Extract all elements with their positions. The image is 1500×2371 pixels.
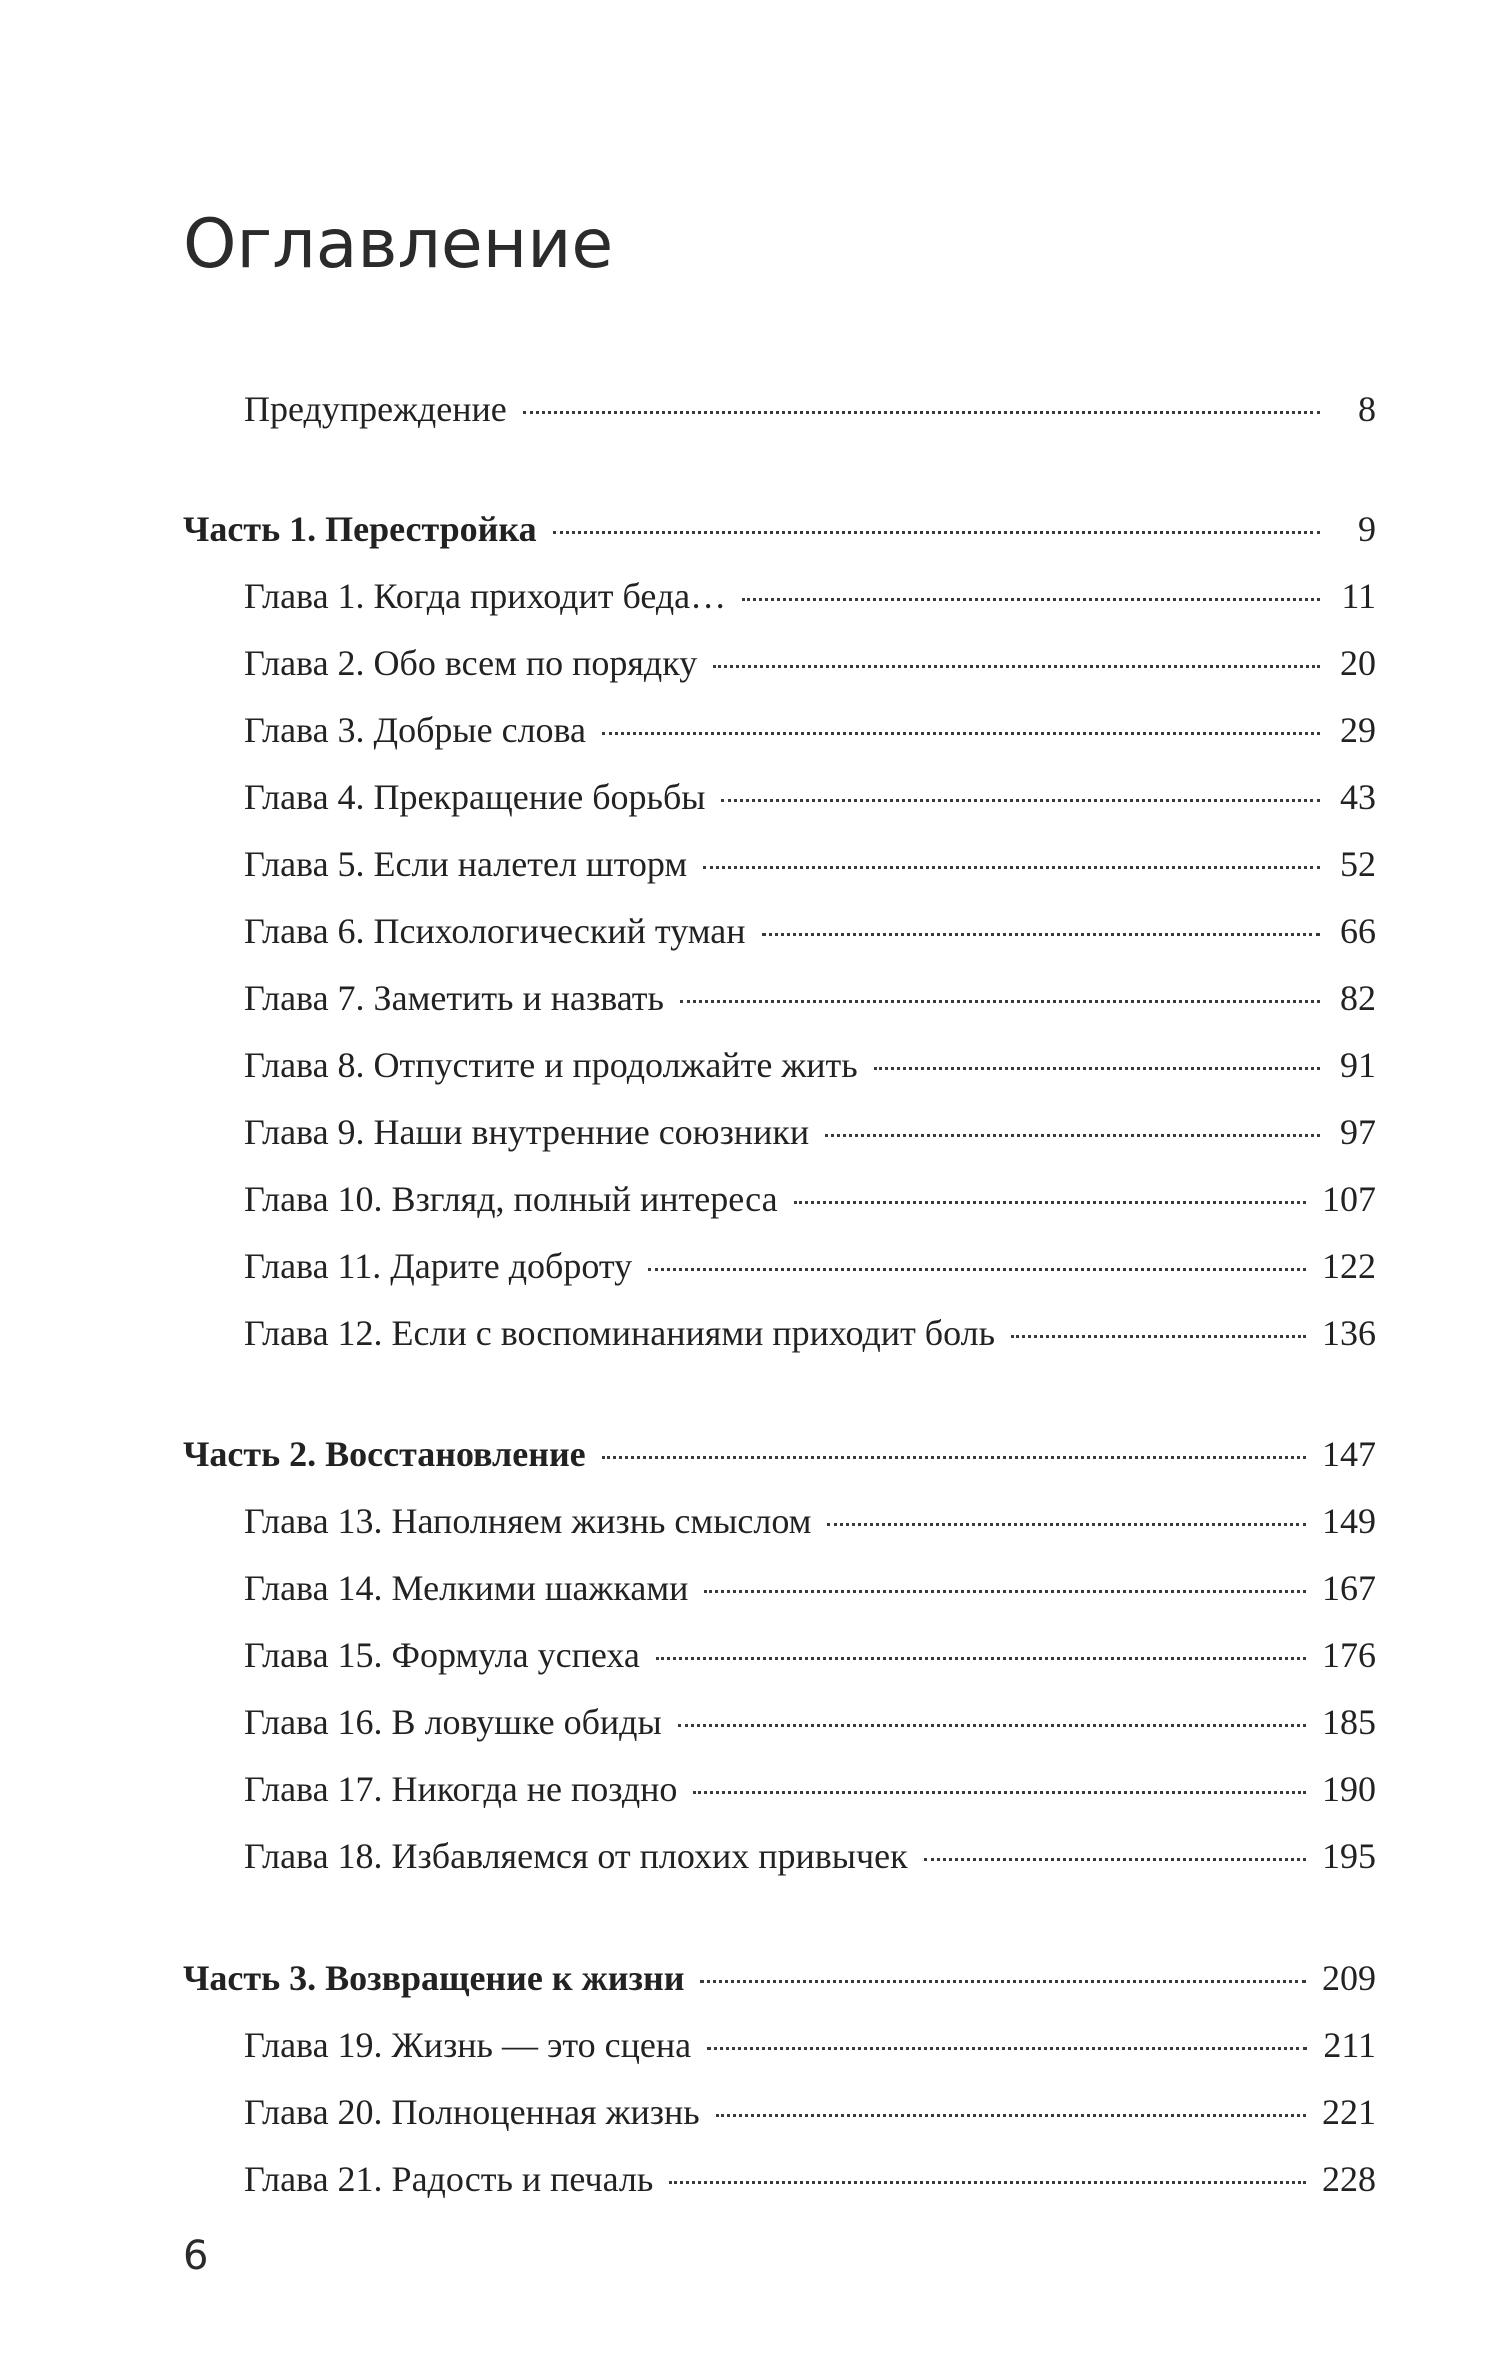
toc-entry-page: 228 (1322, 2159, 1376, 2199)
dot-leader (794, 1201, 1306, 1204)
toc-entry-page: 8 (1358, 389, 1376, 429)
toc-entry-page: 221 (1322, 2092, 1376, 2132)
toc-entry-label: Глава 13. Наполняем жизнь смыслом (244, 1501, 812, 1541)
toc-chapter-3 (244, 707, 1376, 753)
toc-chapter-10 (244, 1176, 1376, 1222)
dot-leader (825, 1134, 1320, 1137)
toc-part-1 (183, 506, 1376, 552)
toc-entry-label: Глава 21. Радость и печаль (244, 2159, 654, 2199)
toc-entry-label: Глава 17. Никогда не поздно (244, 1769, 678, 1809)
dot-leader (693, 1791, 1306, 1794)
toc-chapter-14 (244, 1565, 1376, 1611)
dot-leader (716, 2114, 1306, 2117)
page-title: Оглавление (183, 204, 614, 284)
toc-entry-page: 11 (1341, 576, 1376, 616)
toc-part-3 (183, 1955, 1376, 2001)
dot-leader (827, 1523, 1306, 1526)
dot-leader (924, 1858, 1306, 1861)
toc-chapter-12 (244, 1310, 1376, 1356)
toc-entry-page: 66 (1340, 911, 1376, 951)
toc-entry-page: 211 (1323, 2025, 1376, 2065)
dot-leader (1011, 1335, 1306, 1338)
toc-chapter-9 (244, 1109, 1376, 1155)
toc-chapter-13 (244, 1498, 1376, 1544)
toc-entry-label: Глава 10. Взгляд, полный интереса (244, 1179, 778, 1219)
page-number: 6 (183, 2233, 209, 2279)
toc-entry-page: 195 (1322, 1836, 1376, 1876)
toc-chapter-21 (244, 2156, 1376, 2202)
toc-entry-page: 209 (1322, 1958, 1376, 1998)
dot-leader (678, 1724, 1306, 1727)
toc-chapter-19 (244, 2022, 1376, 2068)
toc-entry-label: Глава 18. Избавляемся от плохих привычек (244, 1836, 908, 1876)
toc-entry-label: Глава 20. Полноценная жизнь (244, 2092, 700, 2132)
toc-entry-page: 185 (1322, 1702, 1376, 1742)
toc-entry-page: 43 (1340, 777, 1376, 817)
toc-chapter-18 (244, 1833, 1376, 1879)
dot-leader (523, 411, 1320, 414)
dot-leader (700, 1980, 1306, 1983)
toc-chapter-17 (244, 1766, 1376, 1812)
toc-chapter-5 (244, 841, 1376, 887)
toc-chapter-6 (244, 908, 1376, 954)
toc-chapter-16 (244, 1699, 1376, 1745)
toc-chapter-20 (244, 2089, 1376, 2135)
dot-leader (680, 1000, 1320, 1003)
toc-entry-label: Глава 1. Когда приходит беда… (244, 576, 727, 616)
toc-chapter-11 (244, 1243, 1376, 1289)
toc-entry-label: Глава 2. Обо всем по порядку (244, 643, 698, 683)
toc-entry-page: 167 (1322, 1568, 1376, 1608)
toc-entry-page: 29 (1340, 710, 1376, 750)
toc-entry-page: 136 (1322, 1313, 1376, 1353)
dot-leader (602, 732, 1320, 735)
toc-chapter-15 (244, 1632, 1376, 1678)
toc-entry-page: 9 (1358, 509, 1376, 549)
toc-entry-label: Глава 15. Формула успеха (244, 1635, 640, 1675)
toc-entry-preface (244, 386, 1376, 432)
toc-entry-label: Глава 14. Мелкими шажками (244, 1568, 689, 1608)
toc-entry-page: 122 (1322, 1246, 1376, 1286)
toc-entry-page: 82 (1340, 978, 1376, 1018)
dot-leader (742, 598, 1320, 601)
toc-entry-label: Глава 3. Добрые слова (244, 710, 587, 750)
toc-chapter-2 (244, 640, 1376, 686)
toc-entry-label: Глава 5. Если налетел шторм (244, 844, 688, 884)
dot-leader (874, 1067, 1320, 1070)
toc-chapter-8 (244, 1042, 1376, 1088)
toc-entry-page: 91 (1340, 1045, 1376, 1085)
dot-leader (602, 1456, 1306, 1459)
toc-entry-label: Предупреждение (244, 389, 507, 429)
toc-chapter-7 (244, 975, 1376, 1021)
dot-leader (704, 1590, 1306, 1593)
dot-leader (721, 799, 1320, 802)
toc-entry-page: 190 (1322, 1769, 1376, 1809)
toc-entry-label: Глава 12. Если с воспоминаниями приходит боль (244, 1313, 996, 1353)
toc-entry-label: Глава 16. В ловушке обиды (244, 1702, 662, 1742)
dot-leader (703, 866, 1320, 869)
dot-leader (707, 2047, 1307, 2050)
toc-entry-page: 97 (1340, 1112, 1376, 1152)
toc-chapter-4 (244, 774, 1376, 820)
dot-leader (648, 1268, 1306, 1271)
toc-entry-label: Глава 7. Заметить и назвать (244, 978, 664, 1018)
dot-leader (762, 933, 1321, 936)
toc-entry-label: Глава 6. Психологический туман (244, 911, 746, 951)
dot-leader (713, 665, 1320, 668)
toc-entry-label: Часть 3. Возвращение к жизни (183, 1958, 685, 1998)
toc-entry-label: Глава 11. Дарите доброту (244, 1246, 633, 1286)
toc-entry-page: 107 (1322, 1179, 1376, 1219)
toc-entry-label: Глава 4. Прекращение борьбы (244, 777, 706, 817)
dot-leader (669, 2181, 1306, 2184)
toc-entry-label: Глава 9. Наши внутренние союзники (244, 1112, 810, 1152)
toc-part-2 (183, 1431, 1376, 1477)
dot-leader (553, 531, 1320, 534)
toc-entry-page: 147 (1322, 1434, 1376, 1474)
toc-entry-page: 52 (1340, 844, 1376, 884)
toc-entry-label: Глава 19. Жизнь — это сцена (244, 2025, 692, 2065)
toc-entry-label: Глава 8. Отпустите и продолжайте жить (244, 1045, 858, 1085)
toc-entry-page: 20 (1340, 643, 1376, 683)
toc-entry-page: 149 (1322, 1501, 1376, 1541)
toc-entry-page: 176 (1322, 1635, 1376, 1675)
toc-chapter-1 (244, 573, 1376, 619)
toc-entry-label: Часть 1. Перестройка (183, 509, 537, 549)
toc-entry-label: Часть 2. Восстановление (183, 1434, 586, 1474)
dot-leader (656, 1657, 1306, 1660)
